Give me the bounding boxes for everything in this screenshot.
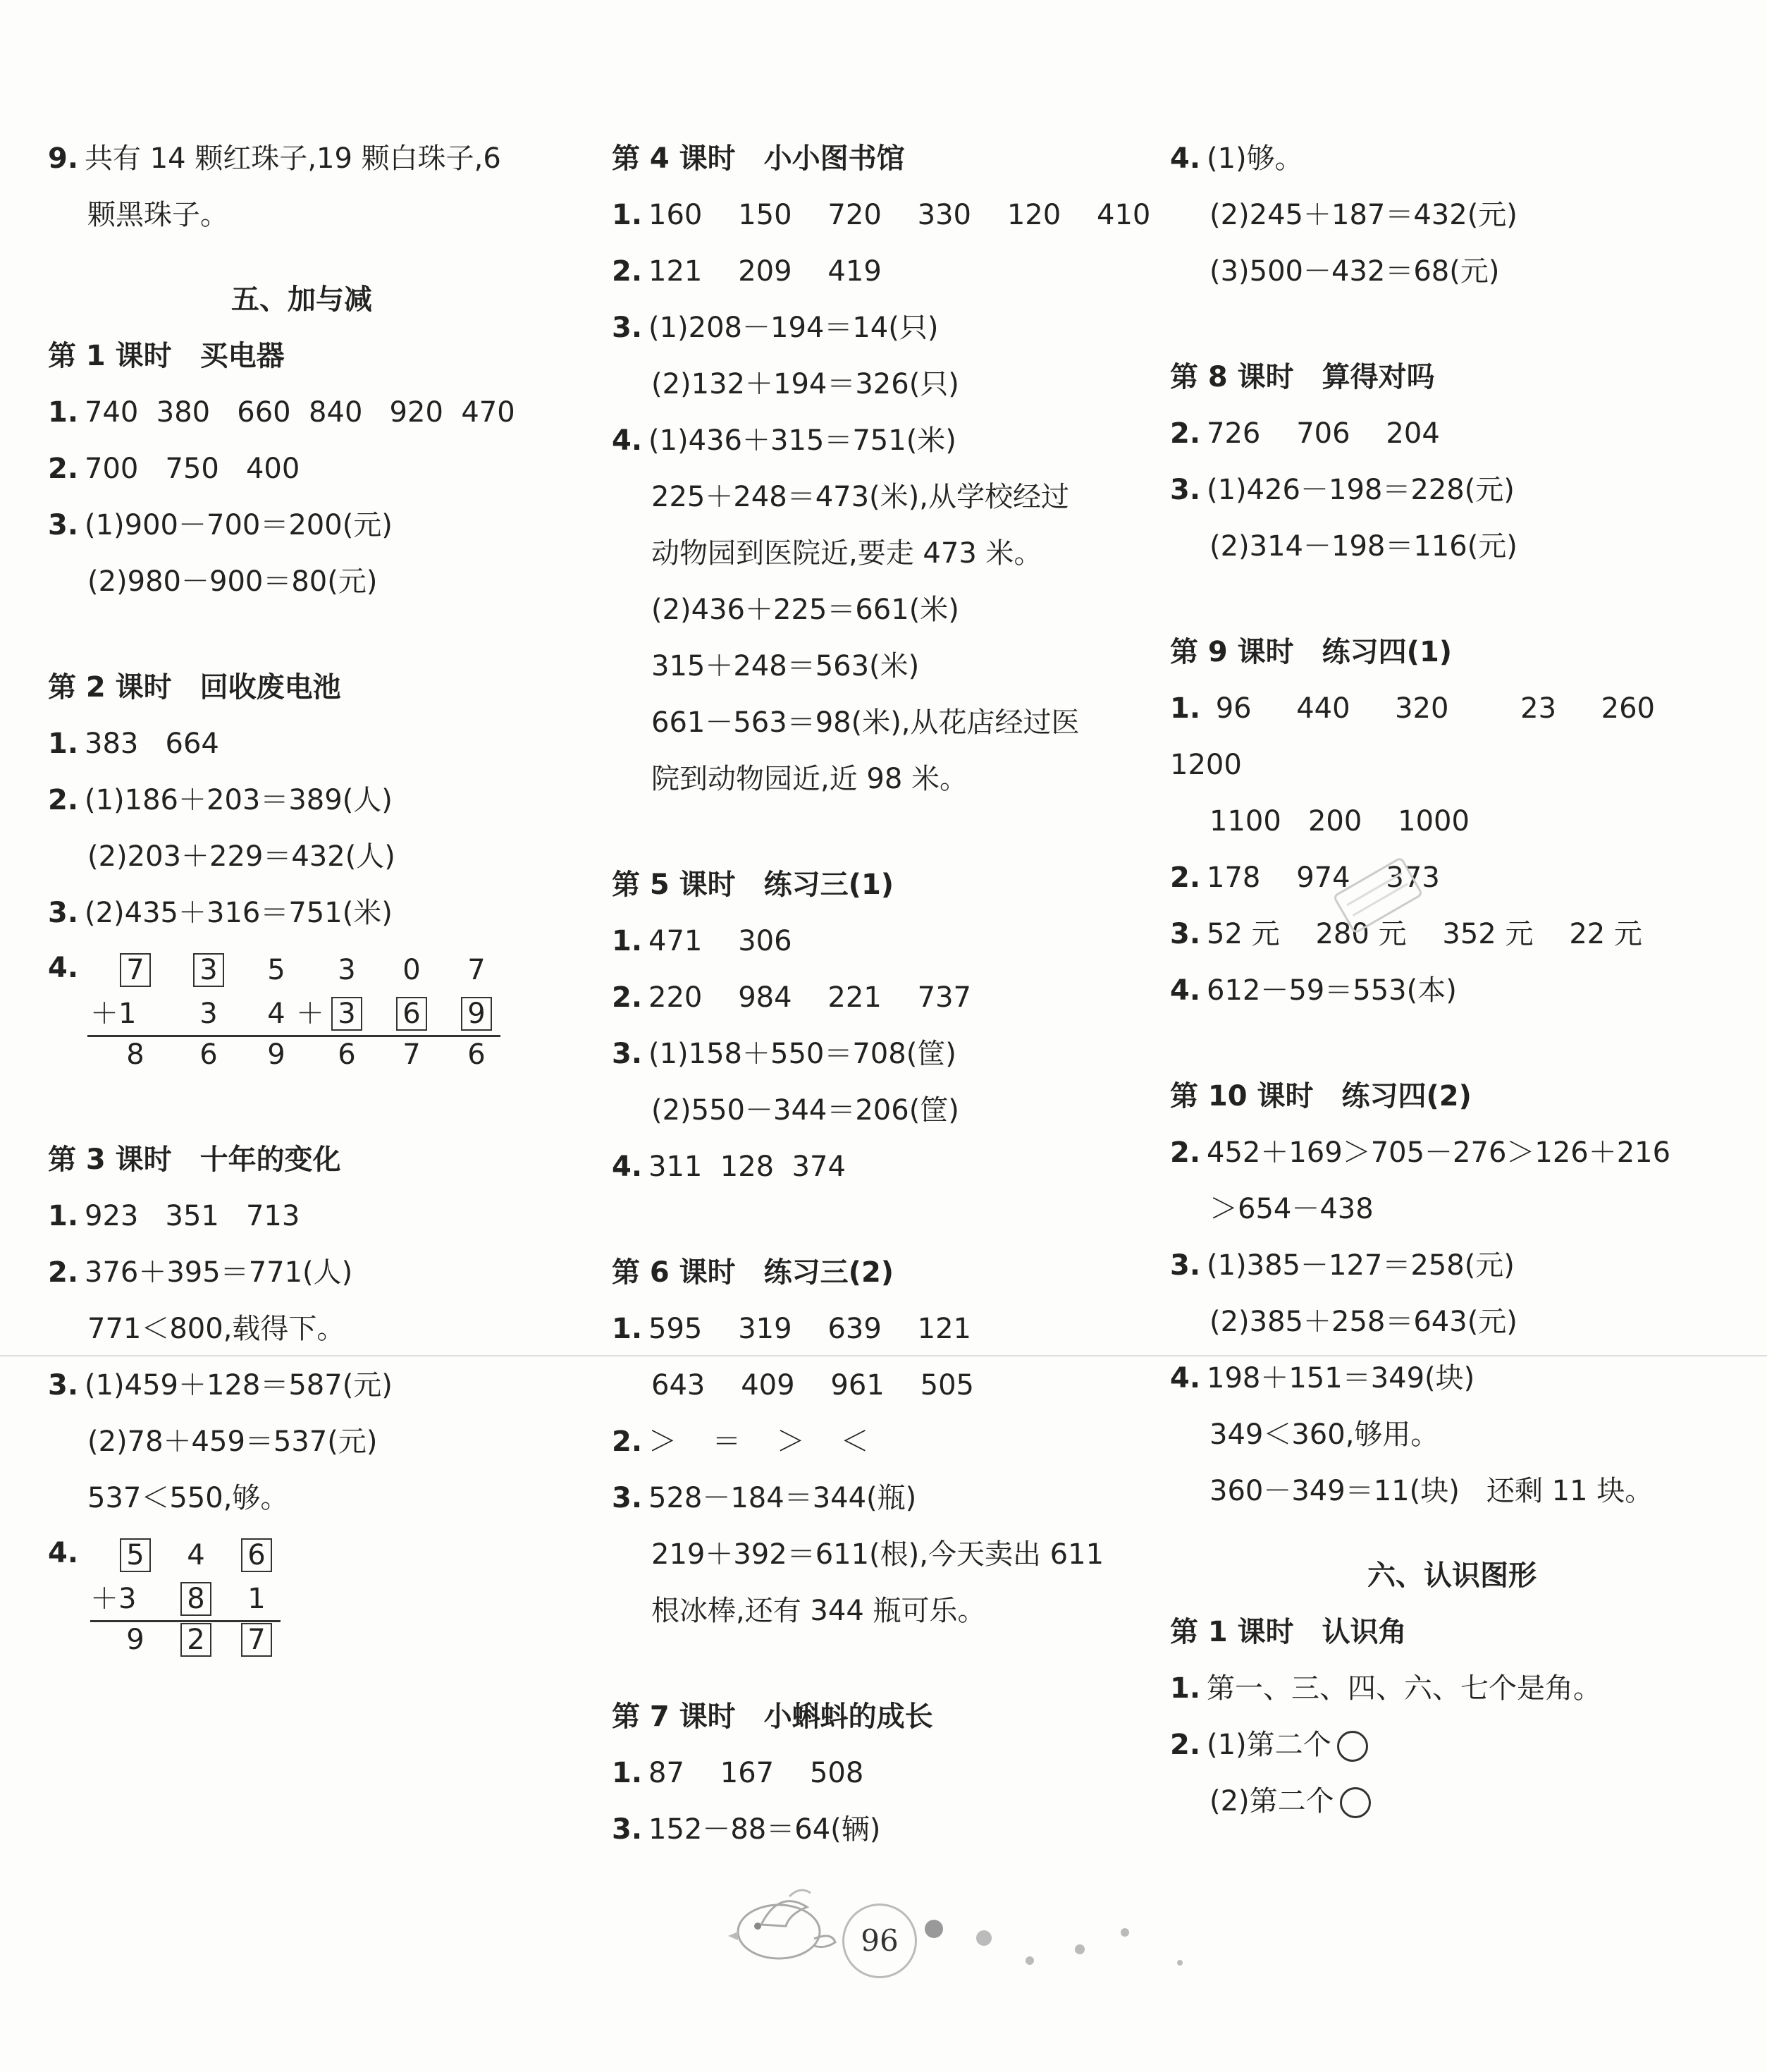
answer-line: [48, 1199, 555, 1255]
q-num: 1.: [1170, 1672, 1201, 1705]
q-text: (1)第二个: [1207, 1729, 1331, 1761]
q-text: (1)900－700＝200(元): [85, 509, 393, 541]
q-num: 3.: [612, 1038, 643, 1070]
q-text: 198＋151＝349(块): [1207, 1362, 1475, 1394]
q-num: 3.: [1170, 1249, 1201, 1282]
digit: 7: [402, 1038, 421, 1071]
q-num: 4.: [48, 1537, 79, 1569]
digit: 4: [187, 1539, 205, 1571]
q-text: 96 440 320 23 260: [1207, 692, 1655, 725]
q-text: (2)第二个: [1209, 1785, 1334, 1817]
decor-dot: [1177, 1960, 1183, 1966]
digit: 6: [467, 1038, 486, 1071]
filled-box: 6: [241, 1538, 272, 1572]
q-num: 2.: [1170, 417, 1201, 450]
answer-line: (2)980－900＝80(元): [87, 565, 378, 598]
q9-cont: 颗黑珠子。: [87, 199, 228, 231]
lesson-title: 第 2 课时 回收废电池: [48, 671, 341, 704]
q-text: 152－88＝64(辆): [648, 1813, 881, 1846]
answer-line: [612, 197, 1151, 254]
q-text: 383 664: [85, 728, 219, 760]
answer-line: [1170, 973, 1734, 1029]
answer-line: [1170, 1784, 1734, 1840]
digit: 4: [267, 998, 285, 1030]
answer-line: (2)245＋187＝432(元): [1209, 199, 1517, 231]
q-text: 528－184＝344(瓶): [648, 1482, 917, 1514]
q-num: 4.: [48, 952, 79, 984]
column-2: [612, 141, 1151, 1868]
q-text: 923 351 713: [85, 1200, 300, 1232]
answer-line: [48, 395, 555, 451]
q-text: 612－59＝553(本): [1207, 974, 1457, 1007]
plus-sign: ＋: [296, 998, 324, 1030]
q-num: 1.: [612, 1757, 643, 1789]
q-text: (1)208－194＝14(只): [648, 312, 939, 344]
lesson-title: 第 4 课时 小小图书馆: [612, 142, 905, 175]
vertical-addition-pair: [48, 952, 555, 1071]
answer-line: 771＜800,载得下。: [87, 1313, 345, 1345]
answer-line: 动物园到医院近,要走 473 米。: [651, 537, 1042, 570]
q-text: ＞ ＝ ＞ ＜: [648, 1426, 869, 1458]
digit: 3: [338, 954, 356, 986]
q-num: 2.: [48, 784, 79, 816]
q-num: 1.: [612, 925, 643, 957]
filled-box: 3: [193, 953, 224, 987]
q-num: 1.: [48, 728, 79, 760]
answer-line: [1170, 1361, 1734, 1417]
lesson-title: 第 1 课时 买电器: [48, 340, 285, 372]
q-text: 52 元 280 元 352 元 22 元: [1207, 918, 1642, 950]
q-num: 3.: [48, 1369, 79, 1402]
answer-line: ＞654－438: [1209, 1193, 1374, 1225]
lesson-title: 第 10 课时 练习四(2): [1170, 1080, 1472, 1112]
q-text: (2)435＋316＝751(米): [85, 897, 393, 929]
q-num: 2.: [48, 453, 79, 485]
answer-line: 根冰棒,还有 344 瓶可乐。: [651, 1595, 986, 1627]
q-num: 4.: [612, 424, 643, 457]
q-text: (1)426－198＝228(元): [1207, 474, 1515, 506]
q-num: 2.: [48, 1256, 79, 1289]
q-text: (1)够。: [1207, 142, 1303, 175]
plus-digit: ＋1: [90, 998, 137, 1030]
answer-line: [1170, 917, 1734, 973]
answer-line: [48, 1368, 555, 1424]
answer-line: [48, 1255, 555, 1311]
page-number: 96: [842, 1904, 917, 1978]
answer-line: 360－349＝11(块) 还剩 11 块。: [1209, 1475, 1654, 1507]
plus-digit: ＋3: [90, 1583, 137, 1615]
q-num: 3.: [48, 897, 79, 929]
column-3: [1170, 141, 1734, 1840]
q-num: 1.: [1170, 692, 1201, 725]
answer-line: [48, 508, 555, 564]
q-text: 第一、三、四、六、七个是角。: [1207, 1672, 1601, 1705]
answer-line: [48, 451, 555, 508]
q-text: 452＋169＞705－276＞126＋216: [1207, 1136, 1671, 1169]
filled-box: 3: [331, 997, 362, 1031]
q-text: 178 974 373: [1207, 862, 1440, 894]
q-num: 4.: [1170, 1362, 1201, 1394]
lesson-title: 第 5 课时 练习三(1): [612, 869, 894, 901]
answer-line: (2)436＋225＝661(米): [651, 594, 959, 626]
answer-line: [48, 726, 555, 783]
q-num: 3.: [612, 1482, 643, 1514]
q-num: 3.: [48, 509, 79, 541]
digit: 9: [267, 1038, 285, 1071]
filled-box: 9: [461, 997, 492, 1031]
filled-box: 5: [120, 1538, 151, 1572]
q-text: 87 167 508: [648, 1757, 864, 1789]
decor-dot: [925, 1920, 943, 1938]
q-num: 3.: [1170, 474, 1201, 506]
q-text: 376＋395＝771(人): [85, 1256, 353, 1289]
stamp-mark: [1325, 857, 1431, 934]
unit-title: 五、加与减: [231, 283, 372, 316]
answer-line: 1200: [1170, 749, 1242, 781]
q-num: 1.: [612, 199, 643, 231]
q-num: 1.: [48, 1200, 79, 1232]
answer-line: 661－563＝98(米),从花店经过医: [651, 706, 1080, 739]
q-num: 2.: [612, 1426, 643, 1458]
q-num: 3.: [612, 312, 643, 344]
q-num: 2.: [1170, 1136, 1201, 1169]
digit: 5: [267, 954, 285, 986]
q-text: 740 380 660 840 920 470: [85, 396, 515, 429]
q-text: 311 128 374: [648, 1151, 846, 1183]
answer-line: 643 409 961 505: [651, 1369, 974, 1402]
answer-line: [612, 1036, 1119, 1093]
digit: 1: [247, 1583, 266, 1615]
q-text: 471 306: [648, 925, 792, 957]
answer-line: [1170, 1248, 1734, 1304]
q-num: 9.: [48, 142, 79, 175]
decor-dot: [976, 1930, 992, 1946]
digit: 8: [126, 1038, 144, 1071]
lesson-title: 第 3 课时 十年的变化: [48, 1144, 341, 1176]
answer-line: [612, 1311, 1119, 1368]
q9: [48, 141, 555, 197]
answer-line: 349＜360,够用。: [1209, 1418, 1439, 1451]
q-num: 4.: [1170, 142, 1201, 175]
q-num: 2.: [612, 981, 643, 1014]
q-num: 1.: [612, 1313, 643, 1345]
answer-line: [612, 423, 1119, 479]
answer-line: 1100 200 1000: [1209, 805, 1470, 838]
q-num: 3.: [612, 1813, 643, 1846]
answer-line: 225＋248＝473(米),从学校经过: [651, 481, 1069, 513]
answer-line: [1170, 1727, 1734, 1784]
answer-line: [1170, 141, 1734, 197]
answer-line: [1170, 691, 1734, 747]
lesson-title: 第 7 课时 小蝌蚪的成长: [612, 1700, 933, 1733]
answer-line: [1170, 416, 1734, 472]
q-num: 2.: [612, 255, 643, 288]
answer-line: [612, 980, 1119, 1036]
answer-line: [612, 1755, 1119, 1812]
answer-line: (2)314－198＝116(元): [1209, 530, 1517, 563]
answer-line: [1170, 1671, 1734, 1727]
filled-box: 2: [180, 1623, 211, 1657]
q-text: (1)436＋315＝751(米): [648, 424, 956, 457]
answer-line: 院到动物园近,近 98 米。: [651, 763, 968, 795]
digit: 0: [402, 954, 421, 986]
q-text: 726 706 204: [1207, 417, 1440, 450]
q-num: 2.: [1170, 862, 1201, 894]
bird-icon: [722, 1882, 842, 1967]
answer-line: [612, 254, 1119, 310]
vertical-addition: [48, 1537, 555, 1656]
lesson-title: 第 1 课时 认识角: [1170, 1616, 1407, 1648]
q-text: (1)186＋203＝389(人): [85, 784, 393, 816]
answer-line: [1170, 1135, 1734, 1191]
answer-line: 219＋392＝611(根),今天卖出 611: [651, 1538, 1104, 1571]
q-text: 220 984 221 737: [648, 981, 971, 1014]
q-num: 4.: [1170, 974, 1201, 1007]
digit: 3: [199, 998, 218, 1030]
q-num: 4.: [612, 1151, 643, 1183]
answer-line: (2)203＋229＝432(人): [87, 840, 395, 873]
unit-title: 六、认识图形: [1367, 1559, 1537, 1592]
answer-line: [612, 924, 1119, 980]
q-text: (1)385－127＝258(元): [1207, 1249, 1515, 1282]
filled-box: 6: [396, 997, 427, 1031]
q-num: 1.: [48, 396, 79, 429]
q-text: 160 150 720 330 120 410: [648, 199, 1151, 231]
answer-line: [612, 1481, 1119, 1537]
q-text: 700 750 400: [85, 453, 300, 485]
answer-line: [48, 895, 555, 952]
answer-line: [612, 1424, 1119, 1481]
answer-line: [612, 1812, 1119, 1868]
lesson-title: 第 8 课时 算得对吗: [1170, 361, 1435, 393]
decor-dot: [1121, 1928, 1129, 1937]
q-text: (1)158＋550＝708(筐): [648, 1038, 956, 1070]
q-text: (1)459＋128＝587(元): [85, 1369, 393, 1402]
lesson-title: 第 6 课时 练习三(2): [612, 1256, 894, 1289]
answer-line: [1170, 472, 1734, 529]
answer-line: [612, 1149, 1119, 1206]
digit: 7: [467, 954, 486, 986]
answer-line: (3)500－432＝68(元): [1209, 255, 1500, 288]
q-num: 3.: [1170, 918, 1201, 950]
answer-line: (2)132＋194＝326(只): [651, 368, 959, 400]
answer-line: [48, 783, 555, 839]
decor-dot: [1075, 1944, 1085, 1954]
circle-icon: [1340, 1787, 1371, 1818]
q-text: 共有 14 颗红珠子,19 颗白珠子,6: [85, 142, 501, 175]
filled-box: 8: [180, 1582, 211, 1616]
decor-dot: [1026, 1956, 1034, 1965]
answer-line: (2)385＋258＝643(元): [1209, 1306, 1517, 1338]
answer-line: [612, 310, 1119, 367]
q-num: 2.: [1170, 1729, 1201, 1761]
circle-icon: [1337, 1731, 1368, 1762]
answer-line: [1170, 860, 1734, 917]
filled-box: 7: [120, 953, 151, 987]
q-text: 595 319 639 121: [648, 1313, 971, 1345]
q-text: 121 209 419: [648, 255, 882, 288]
digit: 6: [338, 1038, 356, 1071]
lesson-title: 第 9 课时 练习四(1): [1170, 636, 1453, 668]
digit: 9: [126, 1624, 144, 1656]
answer-line: 315＋248＝563(米): [651, 650, 920, 682]
answer-line: (2)550－344＝206(筐): [651, 1094, 959, 1127]
answer-line: (2)78＋459＝537(元): [87, 1426, 378, 1458]
answer-line: 537＜550,够。: [87, 1482, 289, 1514]
filled-box: 7: [241, 1623, 272, 1657]
column-1: [48, 141, 555, 1656]
digit: 6: [199, 1038, 218, 1071]
